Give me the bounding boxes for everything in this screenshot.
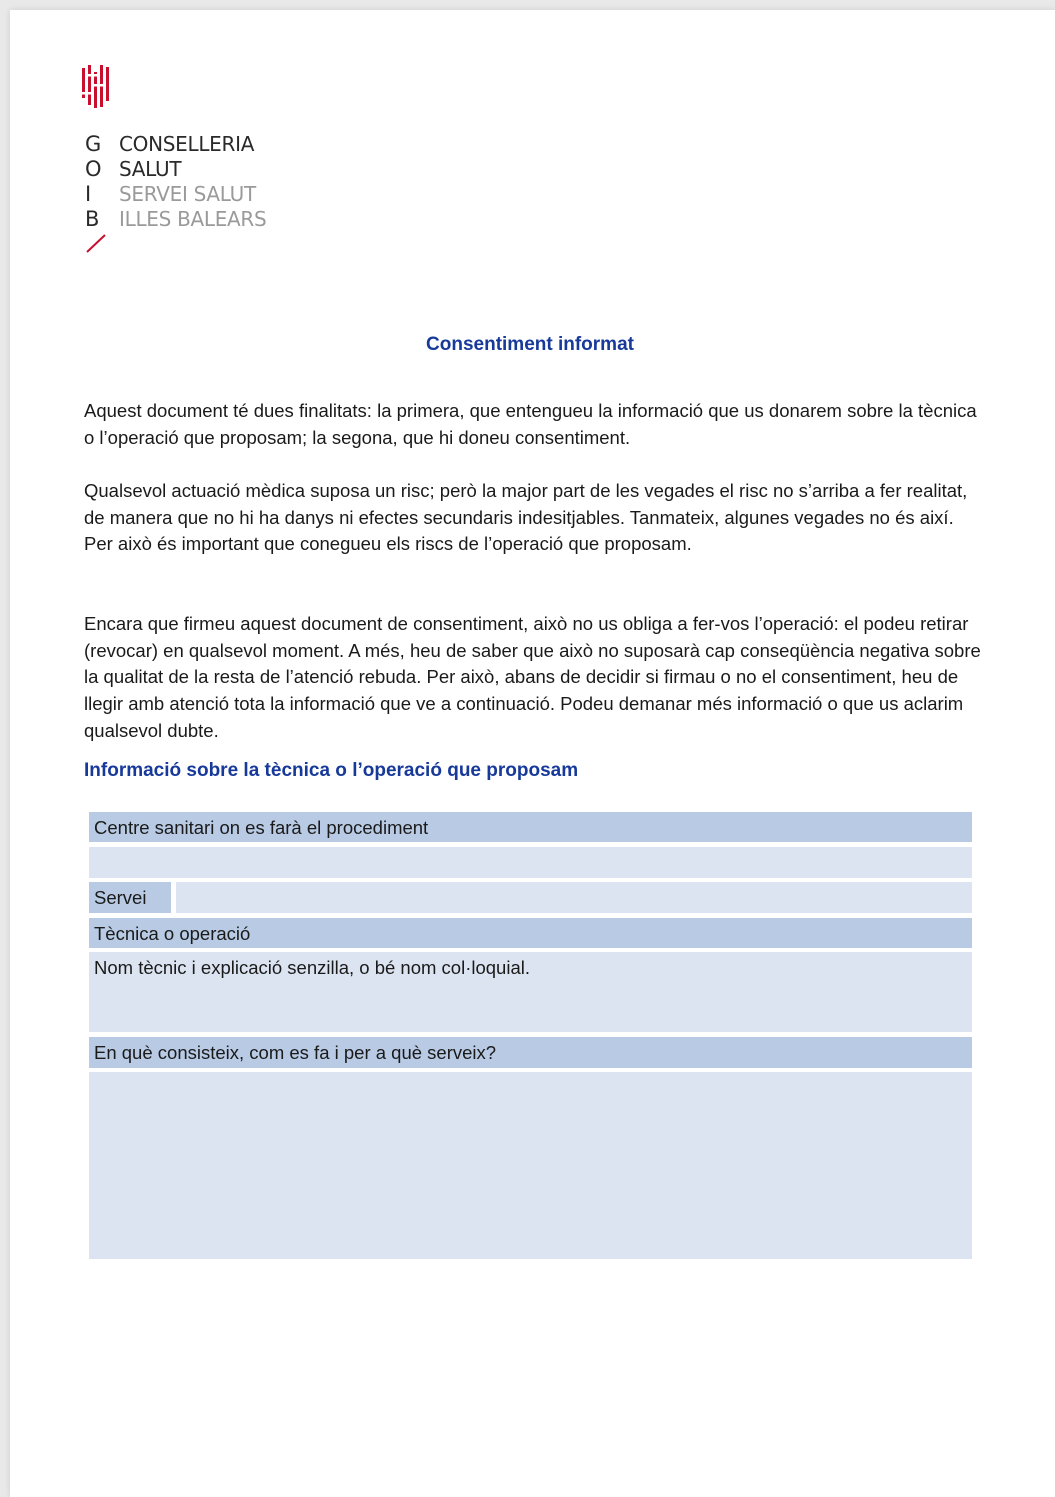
centre-label: Centre sanitari on es farà el procediment: [94, 817, 429, 838]
intro-paragraph-1: Aquest document té dues finalitats: la primera, que entengueu la informació que us donarem sobre la tècnica o l’operació que proposam; la segona, que hi doneu consentiment.: [84, 400, 977, 448]
logo-letter-i: I: [85, 182, 92, 206]
centre-field[interactable]: [89, 847, 972, 878]
tecnica-hint: Nom tècnic i explicació senzilla, o bé nom col·loquial.: [94, 957, 530, 978]
document-title: Consentiment informat: [426, 334, 634, 355]
logo-word-illes-balears: ILLES BALEARS: [119, 207, 267, 231]
logo-letter-o: O: [85, 157, 102, 181]
tecnica-field[interactable]: [89, 952, 972, 1032]
goib-emblem-icon: [81, 64, 113, 108]
section-heading: Informació sobre la tècnica o l’operació que proposam: [84, 760, 579, 781]
consisteix-label: En què consisteix, com es fa i per a què serveix?: [94, 1042, 497, 1063]
logo-slash-icon: [85, 232, 107, 254]
servei-label-cell: [89, 882, 171, 913]
logo-word-conselleria: CONSELLERIA: [119, 132, 255, 156]
consisteix-field[interactable]: [89, 1072, 972, 1259]
centre-label-cell: [89, 812, 972, 842]
document-page: [10, 10, 1055, 1497]
servei-label: Servei: [94, 887, 147, 908]
consisteix-label-cell: [89, 1037, 972, 1068]
logo-word-salut: SALUT: [119, 157, 182, 181]
tecnica-label-cell: [89, 918, 972, 948]
logo-word-servei-salut: SERVEI SALUT: [119, 182, 256, 206]
intro-paragraph-2: Qualsevol actuació mèdica suposa un risc; però la major part de les vegades el risc no s’arriba a fer realitat, de manera que no hi ha danys ni efectes secundaris indesitjables. Tanmateix, algunes vegades no és així. Per això és important que conegueu els riscs de l’operació que proposam.: [84, 480, 968, 555]
servei-field[interactable]: [176, 882, 972, 913]
logo-letter-b: B: [85, 207, 100, 231]
logo-letter-g: G: [85, 132, 102, 156]
tecnica-label: Tècnica o operació: [94, 923, 251, 944]
intro-paragraph-3: Encara que firmeu aquest document de consentiment, això no us obliga a fer-vos l’operació: el podeu retirar (revocar) en qualsevol moment. A més, heu de saber que això no suposarà cap conseqüència negativa sobre la qualitat de la resta de l’atenció rebuda. Per això, abans de decidir si firmau o no el consentiment, heu de llegir amb atenció tota la informació que ve a continuació. Podeu demanar més informació o que us aclarim qualsevol dubte.: [84, 613, 981, 741]
